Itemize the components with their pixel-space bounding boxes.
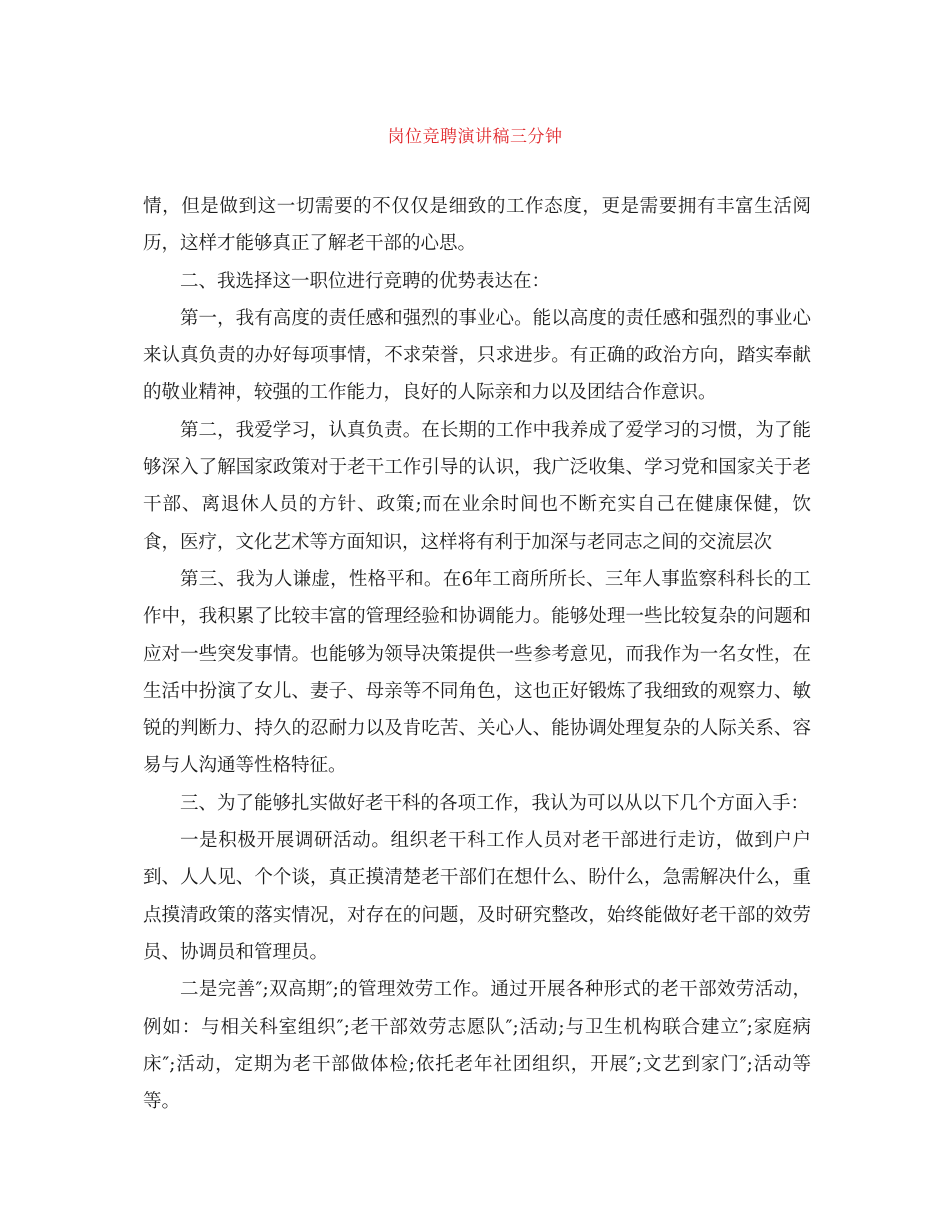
paragraph-8: 二是完善″;双高期″;的管理效劳工作。通过开展各种形式的老干部效劳活动，例如：与相关科室组织″;老干部效劳志愿队″;活动;与卫生机构联合建立″;家庭病床″;活动，定期为老干部做体检;依托老年社团组织，开展″;文艺到家门″;活动等等。 bbox=[143, 979, 811, 1113]
paragraph-3: 第一，我有高度的责任感和强烈的事业心。能以高度的责任感和强烈的事业心来认真负责的办好每项事情，不求荣誉，只求进步。有正确的政治方向，踏实奉献的敬业精神，较强的工作能力，良好的人际亲和力以及团结合作意识。 bbox=[143, 307, 811, 404]
paragraph-5: 第三、我为人谦虚，性格平和。在6年工商所所长、三年人事监察科科长的工作中，我积累了比较丰富的管理经验和协调能力。能够处理一些比较复杂的问题和应对一些突发事情。也能够为领导决策提供一些参考意见，而我作为一名女性，在生活中扮演了女儿、妻子、母亲等不同角色，这也正好锻炼了我细致的观察力、敏锐的判断力、持久的忍耐力以及肯吃苦、关心人、能协调处理复杂的人际关系、容易与人沟通等性格特征。 bbox=[143, 568, 811, 777]
paragraph-4: 第二，我爱学习，认真负责。在长期的工作中我养成了爱学习的习惯，为了能够深入了解国家政策对于老干工作引导的认识，我广泛收集、学习党和国家关于老干部、离退休人员的方针、政策;而在业余时间也不断充实自己在健康保健，饮食，医疗，文化艺术等方面知识，这样将有利于加深与老同志之间的交流层次 bbox=[143, 419, 811, 553]
paragraph-6: 三、为了能够扎实做好老干科的各项工作，我认为可以从以下几个方面入手： bbox=[180, 792, 810, 814]
paragraph-7: 一是积极开展调研活动。组织老干科工作人员对老干部进行走访，做到户户到、人人见、个个谈，真正摸清楚老干部们在想什么、盼什么，急需解决什么，重点摸清政策的落实情况，对存在的问题，及时研究整改，始终能做好老干部的效劳员、协调员和管理员。 bbox=[143, 830, 811, 963]
paragraph-1: 情，但是做到这一切需要的不仅仅是细致的工作态度，更是需要拥有丰富生活阅历，这样才能够真正了解老干部的心思。 bbox=[143, 196, 811, 255]
paragraph-2: 二、我选择这一职位进行竞聘的优势表达在： bbox=[180, 270, 551, 292]
document-body bbox=[143, 188, 811, 1120]
document-title: 岗位竞聘演讲稿三分钟 bbox=[387, 127, 563, 147]
